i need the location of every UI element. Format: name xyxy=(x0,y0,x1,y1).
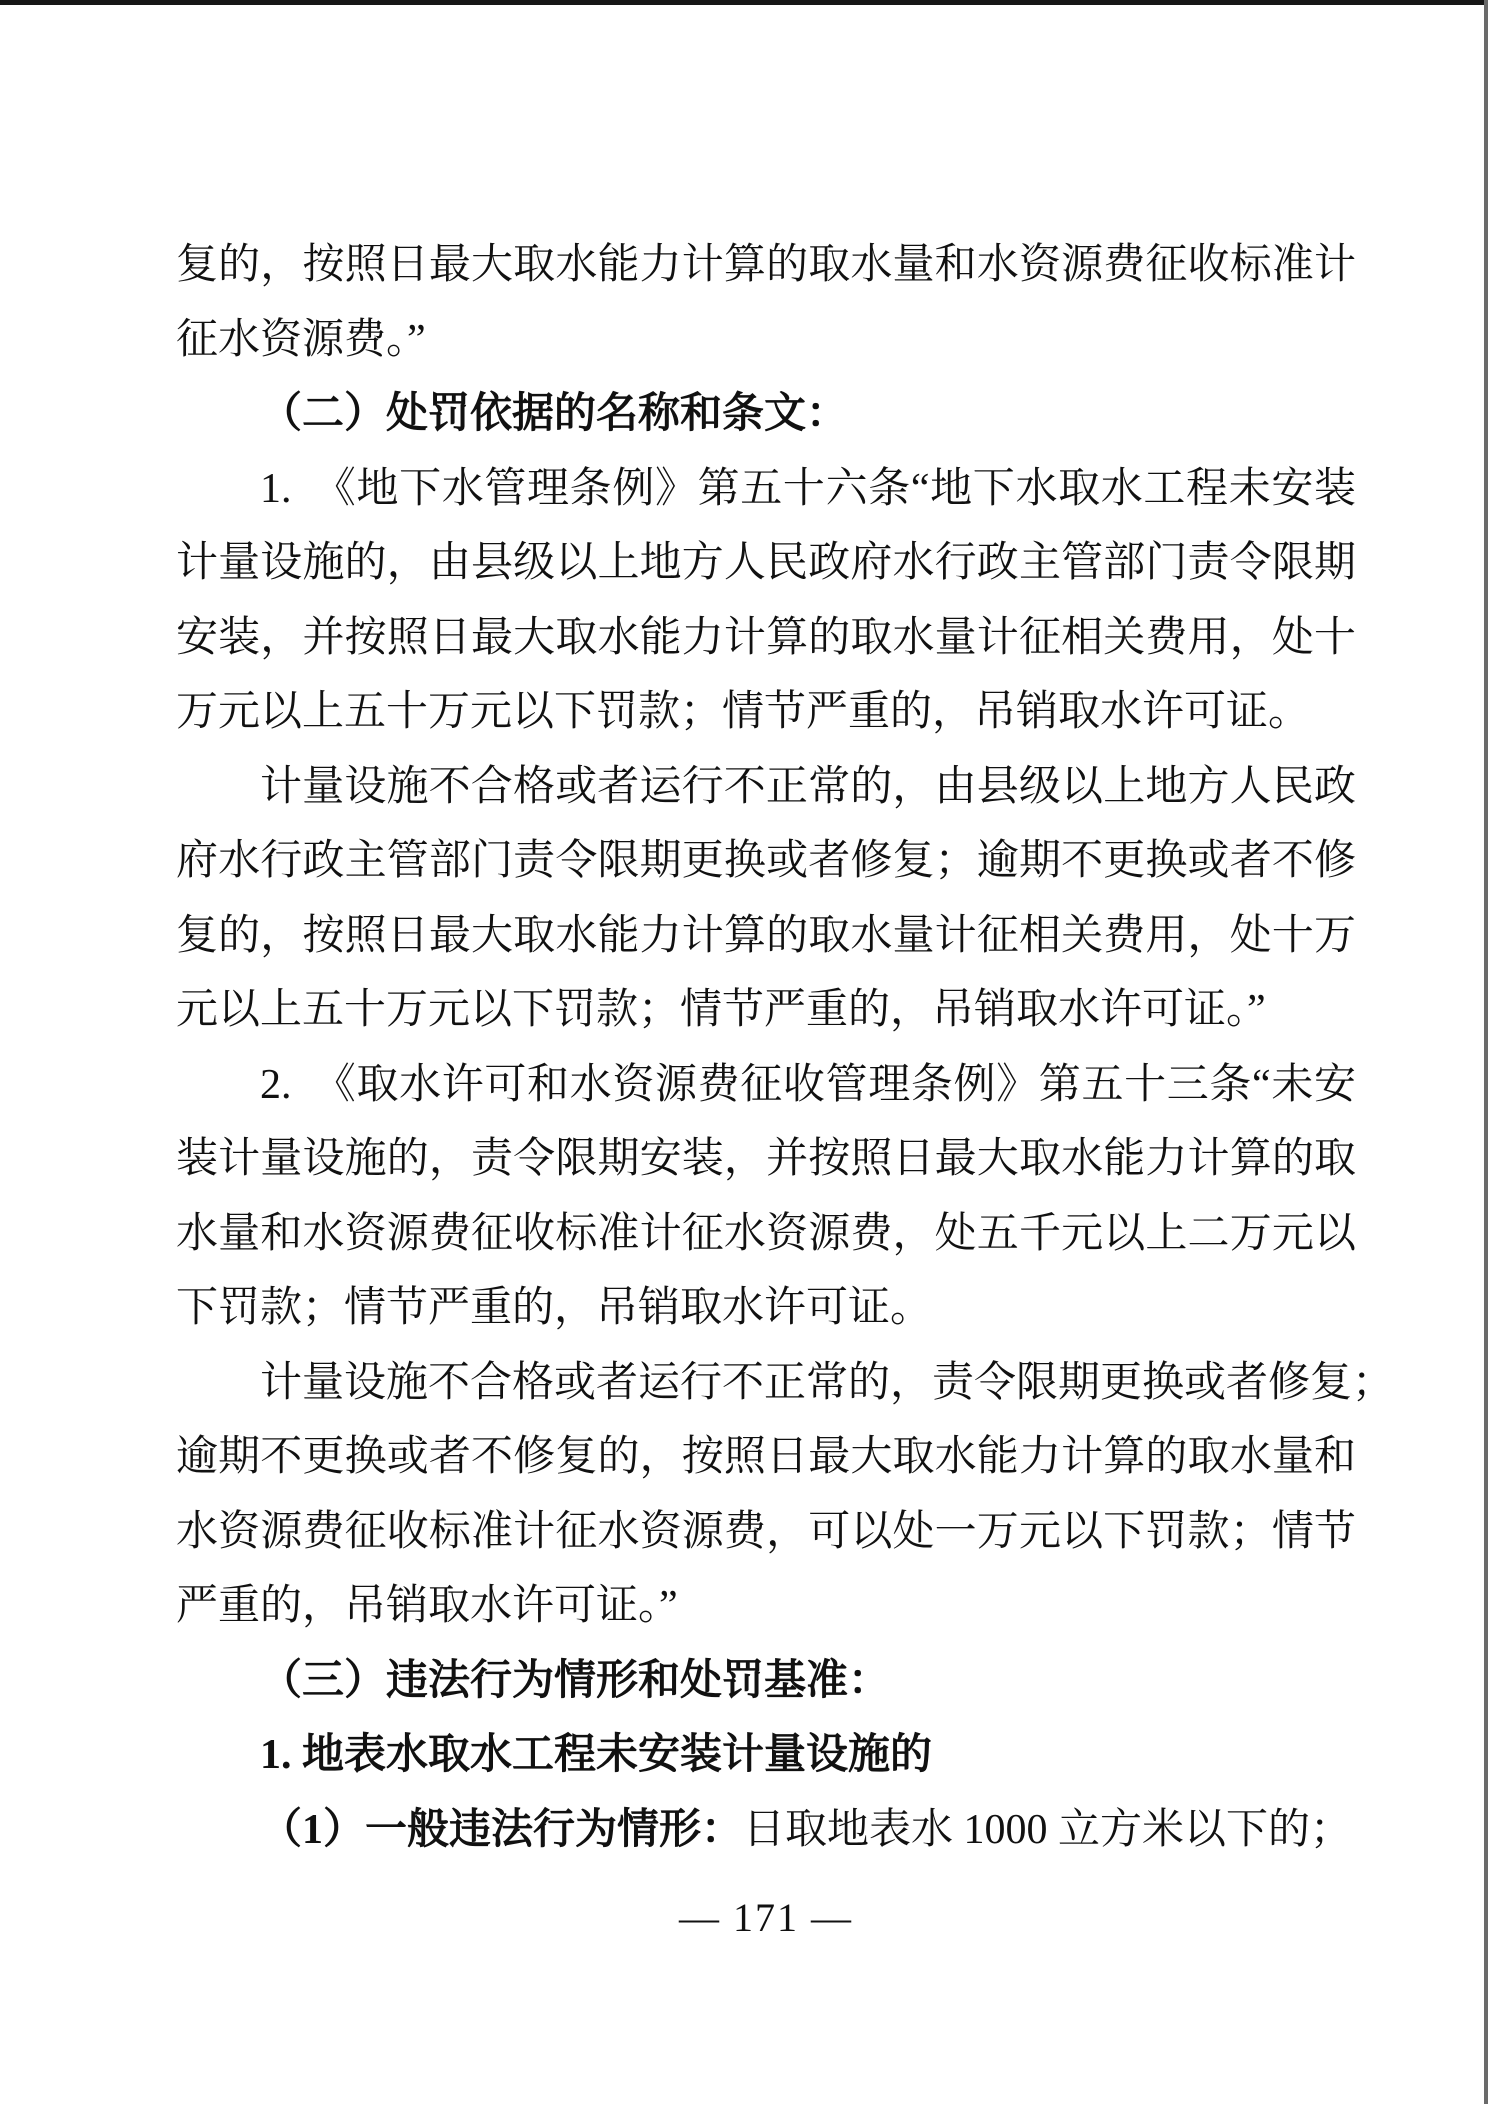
text-line: 水量和水资源费征收标准计征水资源费，处五千元以上二万元以 xyxy=(176,1210,1356,1257)
section-heading-2: （二）处罚依据的名称和条文： xyxy=(260,391,849,437)
page-number: — 171 — xyxy=(679,1895,853,1940)
text-line: 安装，并按照日最大取水能力计算的取水量计征相关费用，处十 xyxy=(176,614,1356,661)
text-line: 万元以上五十万元以下罚款；情节严重的，吊销取水许可证。 xyxy=(176,689,1311,735)
text-line: 征水资源费。” xyxy=(176,316,426,363)
text-line: 府水行政主管部门责令限期更换或者修复；逾期不更换或者不修 xyxy=(176,838,1356,884)
page-top-edge xyxy=(0,0,1488,5)
document-body xyxy=(176,228,1395,1867)
text-line: 严重的，吊销取水许可证。” xyxy=(176,1583,678,1629)
text-line: 复的，按照日最大取水能力计算的取水量和水资源费征收标准计 xyxy=(176,242,1356,288)
text-line: 计量设施的，由县级以上地方人民政府水行政主管部门责令限期 xyxy=(176,540,1356,586)
sub-item-text: 日取地表水 1000 立方米以下的； xyxy=(743,1806,1353,1853)
text-line: 水资源费征收标准计征水资源费，可以处一万元以下罚款；情节 xyxy=(176,1508,1356,1555)
text-line: 元以上五十万元以下罚款；情节严重的，吊销取水许可证。” xyxy=(176,987,1266,1033)
page-right-edge xyxy=(1484,0,1488,2104)
text-line: 装计量设施的，责令限期安装，并按照日最大取水能力计算的取 xyxy=(176,1136,1356,1182)
text-line: 复的，按照日最大取水能力计算的取水量计征相关费用，处十万 xyxy=(176,912,1356,959)
text-line: 计量设施不合格或者运行不正常的，由县级以上地方人民政 xyxy=(260,763,1356,810)
text-line: 逾期不更换或者不修复的，按照日最大取水能力计算的取水量和 xyxy=(176,1434,1356,1480)
section-heading-3: （三）违法行为情形和处罚基准： xyxy=(260,1657,891,1704)
item-heading: 1. 地表水取水工程未安装计量设施的 xyxy=(260,1732,933,1778)
text-line: 计量设施不合格或者运行不正常的，责令限期更换或者修复； xyxy=(260,1359,1395,1406)
sub-item-label: （1）一般违法行为情形： xyxy=(260,1806,744,1853)
sub-item-line xyxy=(176,1793,1356,1868)
text-line: 下罚款；情节严重的，吊销取水许可证。 xyxy=(176,1285,933,1331)
text-line: 2. 《取水许可和水资源费征收管理条例》第五十三条“未安 xyxy=(260,1061,1356,1108)
text-line: 1. 《地下水管理条例》第五十六条“地下水取水工程未安装 xyxy=(260,465,1356,512)
